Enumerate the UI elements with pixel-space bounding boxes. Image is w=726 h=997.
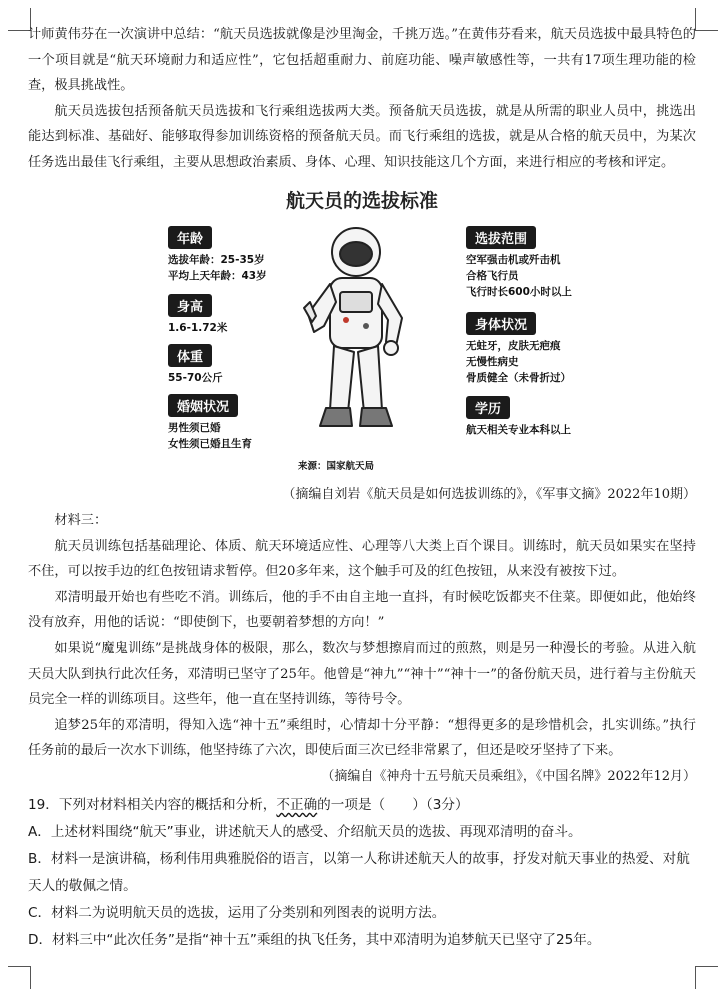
tag-education: 学历 [466, 396, 510, 419]
crop-mark-top-right [695, 8, 718, 31]
age-line-1: 选拔年龄：25-35岁 [168, 253, 265, 266]
material3-citation: （摘编自《神舟十五号航天员乘组》，《中国名牌》2022年12月） [321, 768, 696, 784]
tag-scope: 选拔范围 [466, 226, 536, 249]
right-leg [358, 346, 382, 412]
material3-paragraph-2: 邓清明最开始也有些吃不消。训练后，他的手不由自主地一直抖，有时候吃饭都夹不住菜。即便如此，他始终没有放弃，用他的话说：“即使倒下，也要朝着梦想的方向！” [28, 589, 696, 631]
age-line-2: 平均上天年龄：43岁 [168, 269, 267, 282]
weight-line-1: 55-70公斤 [168, 371, 223, 384]
height-line-1: 1.6-1.72米 [168, 321, 228, 334]
material2-paragraph-2: 航天员选拔包括预备航天员选拔和飞行乘组选拔两大类。预备航天员选拔，就是从所需的职业人员中，挑选出能达到标准、基础好、能够取得参加训练资格的预备航天员。而飞行乘组的选拔，就是从合格的航天员中，为某次任务选出最佳飞行乘组，主要从思想政治素质、身体、心理、知识技能这几个方面，来进行相应的考核和评定。 [28, 103, 696, 170]
tag-body-condition: 身体状况 [466, 312, 536, 335]
astronaut-illustration [290, 222, 422, 458]
marriage-text [168, 420, 252, 452]
option-c: C．材料二为说明航天员的选拔，运用了分类别和列图表的说明方法。 [28, 904, 446, 921]
astronaut-icon [304, 228, 402, 426]
body-line-1: 无蛀牙，皮肤无疤痕 [466, 339, 561, 352]
chest-panel [340, 292, 372, 312]
education-text [466, 422, 571, 438]
body-condition-text [466, 338, 571, 386]
tag-weight: 体重 [168, 344, 212, 367]
patch-right [363, 323, 369, 329]
material2-citation: （摘编自刘岩《航天员是如何选拔训练的》，《军事文摘》2022年10期） [282, 486, 696, 502]
material2-paragraph-1: 计师黄伟芬在一次演讲中总结：“航天员选拔就像是沙里淘金，千挑万选。”在黄伟芬看来，航天员选拔中最具特色的一个项目就是“航天环境耐力和适应性”，它包括超重耐力、前庭功能、噪声敏感性等，一共有17项生理功能的检查，极具挑战性。 [28, 27, 696, 94]
option-a: A．上述材料围绕“航天”事业，讲述航天人的感受、介绍航天员的选拔、再现邓清明的奋斗。 [28, 823, 582, 840]
left-boot [320, 408, 352, 426]
infographic-title: 航天员的选拔标准 [285, 189, 438, 212]
scope-line-1: 空军强击机或歼击机 [466, 253, 561, 266]
patch-left [343, 317, 349, 323]
right-boot [360, 408, 392, 426]
stem-emphasis: 不正确 [276, 796, 318, 813]
education-line-1: 航天相关专业本科以上 [466, 423, 571, 436]
material3-paragraph-1: 航天员训练包括基础理论、体质、航天环境适应性、心理等八大类上百个课目。训练时，航天员如果实在坚持不住，可以按手边的红色按钮请求暂停。但20多年来，这个触手可及的红色按钮，从来没有被按下过。 [28, 538, 696, 580]
material3-paragraph-4: 追梦25年的邓清明，得知入选“神十五”乘组时，心情却十分平静：“想得更多的是珍惜机会，扎实训练。”执行任务前的最后一次水下训练，他坚持练了六次，即使后面三次已经非常累了，但还是咬牙坚持了下来。 [28, 717, 696, 759]
question-stem [28, 792, 696, 819]
visor [340, 242, 372, 266]
stem-part-2: 的一项是（ ）（3分） [317, 796, 469, 813]
infographic-source: 来源：国家航天局 [298, 460, 375, 472]
tag-height: 身高 [168, 294, 212, 317]
marriage-line-2: 女性须已婚且生育 [168, 437, 252, 450]
scope-line-2: 合格飞行员 [466, 269, 519, 282]
scope-line-3: 飞行时长600小时以上 [466, 285, 572, 298]
scope-text [466, 252, 572, 300]
question-19 [28, 792, 696, 954]
left-leg [330, 346, 354, 412]
crop-mark-bottom-left [8, 966, 31, 989]
height-text [168, 320, 227, 336]
material3-heading: 材料三： [54, 512, 108, 528]
stem-part-1: 19．下列对材料相关内容的概括和分析， [28, 796, 277, 813]
marriage-line-1: 男性须已婚 [168, 421, 221, 434]
material3-paragraph-3: 如果说“魔鬼训练”是挑战身体的极限，那么，数次与梦想擦肩而过的煎熬，则是另一种漫长的考验。从进入航天员大队到执行此次任务，邓清明已坚守了25年。他曾是“神九”“神十”“神十一”的备份航天员，进行着与主份航天员完全一样的训练项目。这些年，他一直在坚持训练，等待号令。 [28, 640, 696, 708]
selection-criteria-infographic [28, 182, 696, 482]
right-hand [384, 341, 398, 355]
weight-text [168, 370, 223, 386]
crop-mark-bottom-right [695, 966, 718, 989]
age-text [168, 252, 267, 284]
body-line-3: 骨质健全（未骨折过） [466, 371, 571, 384]
option-b: B．材料一是演讲稿，杨利伟用典雅脱俗的语言，以第一人称讲述航天人的故事，抒发对航天事业的热爱、对航天人的敬佩之情。 [28, 850, 690, 894]
option-d: D．材料三中“此次任务”是指“神十五”乘组的执飞任务，其中邓清明为追梦航天已坚守了25年。 [28, 931, 601, 948]
tag-marriage: 婚姻状况 [168, 394, 238, 417]
exam-page [28, 22, 696, 954]
tag-age: 年龄 [168, 226, 212, 249]
body-line-2: 无慢性病史 [466, 355, 519, 368]
